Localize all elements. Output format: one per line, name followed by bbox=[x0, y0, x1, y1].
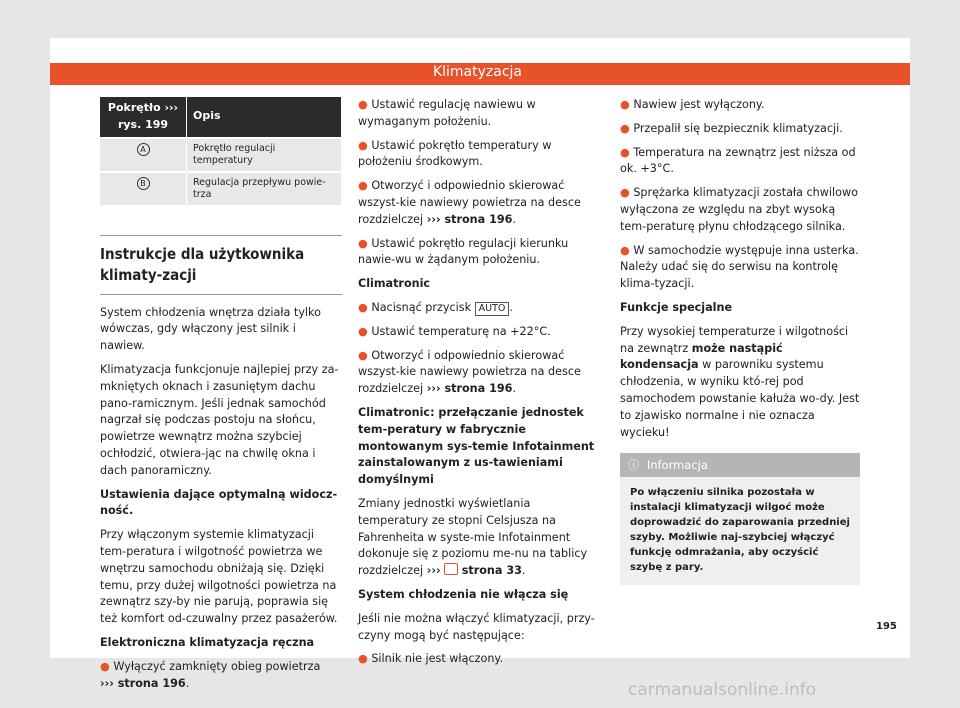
bullet-item: ● Silnik nie jest włączony. bbox=[358, 652, 504, 666]
bullet-icon: ● bbox=[358, 348, 368, 362]
controls-table bbox=[100, 97, 342, 205]
paragraph: Przy wysokiej temperaturze i wilgotności na zewnątrz może nastąpić kondensacja w parowniku systemu chłodzenia, w wyniku któ-rej pod samochodem powstanie kałuża wo-dy. Jest to zjawisko normalne i nie oznacza wycieku! bbox=[620, 324, 860, 439]
bullet-item: ● Nawiew jest wyłączony. bbox=[620, 98, 765, 111]
subheading: Funkcje specjalne bbox=[620, 300, 733, 314]
chapter-header bbox=[50, 63, 910, 85]
paragraph: Jeśli nie można włączyć klimatyzacji, przy-czyny mogą być następujące: bbox=[358, 611, 595, 642]
bullet-item: ● Sprężarka klimatyzacji została chwilowo wyłączona ze względu na zbyt wysoką tem-peraturę płynu chłodzącego silnika. bbox=[620, 186, 858, 233]
bullet-icon: ● bbox=[358, 652, 368, 666]
info-box bbox=[620, 453, 860, 585]
bullet-item: ● Ustawić pokrętło regulacji kierunku nawie-wu w żądanym położeniu. bbox=[358, 236, 569, 267]
bullet-item: ● Nacisnąć przycisk AUTO . bbox=[358, 300, 513, 314]
watermark: carmanualsonline.info bbox=[628, 680, 817, 700]
paragraph: System chłodzenia wnętrza działa tylko wówczas, gdy włączony jest silnik i nawiew. bbox=[100, 305, 321, 353]
bullet-icon: ● bbox=[620, 243, 630, 257]
bullet-item: ● Ustawić regulację nawiewu w wymaganym położeniu. bbox=[358, 98, 536, 128]
page-link[interactable]: ››› strona 196 bbox=[426, 212, 513, 226]
chapter-title: Klimatyzacja bbox=[432, 64, 522, 80]
column-3 bbox=[620, 97, 860, 585]
bullet-icon: ● bbox=[358, 98, 368, 111]
subheading: Ustawienia dające optymalną widocz-ność. bbox=[100, 487, 338, 518]
paragraph: Przy włączonym systemie klimatyzacji tem-peratura i wilgotność powietrza we wnętrzu samochodu obniżają się. Dzięki temu, przy dużej wilgotności powietrza na zewnątrz szy-by nie parują, poprawia się też komfort od-czuwalny przez pasażerów. bbox=[100, 528, 338, 626]
bullet-item: ● Temperatura na zewnątrz jest niższa od ok. +3°C. bbox=[620, 145, 856, 176]
section-heading: Instrukcje dla użytkownika klimaty-zacji bbox=[100, 235, 342, 295]
table-row bbox=[100, 172, 342, 205]
subheading: Elektroniczna klimatyzacja ręczna bbox=[100, 635, 315, 649]
bullet-icon: ● bbox=[358, 179, 368, 193]
paragraph: Klimatyzacja funkcjonuje najlepiej przy za-mkniętych oknach i zasuniętym dachu pano-ramicznym. Jeśli jednak samochód nagrzał się podczas postoju na słońcu, powietrze wewnątrz można szybciej ochłodzić, otwiera-jąc na chwilę okna i dach panoramiczny. bbox=[100, 362, 339, 477]
bullet-icon: ● bbox=[620, 98, 630, 111]
table-header-knob: Pokrętło ››› rys. 199 bbox=[100, 97, 187, 138]
bullet-icon: ● bbox=[358, 300, 368, 314]
bullet-icon: ● bbox=[100, 659, 110, 673]
column-2 bbox=[358, 97, 602, 675]
callout-a-icon: A bbox=[137, 143, 150, 156]
info-body: Po włączeniu silnika pozostała w instalacji klimatyzacji wilgoć może doprowadzić do zaparowania przedniej szyby. Możliwie naj-szybciej włączyć funkcję odmrażania, aby oczyścić szybę z pary. bbox=[630, 487, 850, 574]
subheading: Climatronic bbox=[358, 277, 431, 291]
book-icon bbox=[444, 563, 458, 575]
bullet-icon: ● bbox=[620, 121, 630, 135]
bullet-item: ● Ustawić pokrętło temperatury w położeniu środkowym. bbox=[358, 138, 552, 169]
table-cell-desc: Regulacja przepływu powie-trza bbox=[187, 172, 342, 205]
page-number: 195 bbox=[876, 621, 897, 632]
bullet-item: ● Ustawić temperaturę na +22°C. bbox=[358, 324, 551, 338]
bullet-item: ● Wyłączyć zamknięty obieg powietrza ››› strona 196. bbox=[100, 659, 321, 690]
subheading: System chłodzenia nie włącza się bbox=[358, 587, 569, 601]
table-row bbox=[100, 138, 342, 172]
page-link[interactable]: ››› strona 196 bbox=[426, 382, 513, 396]
bullet-icon: ● bbox=[358, 324, 368, 338]
bullet-icon: ● bbox=[358, 236, 368, 250]
page-link[interactable]: ››› strona 196 bbox=[100, 676, 186, 690]
bullet-item: ● W samochodzie występuje inna usterka. Należy udać się do serwisu na kontrolę klima-tyzacji. bbox=[620, 243, 859, 291]
table-cell-desc: Pokrętło regulacji temperatury bbox=[187, 138, 342, 172]
bullet-item: ● Otworzyć i odpowiednio skierować wszyst-kie nawiewy powietrza na desce rozdzielczej ››› strona 196. bbox=[358, 348, 581, 396]
page-link[interactable]: strona 33 bbox=[461, 564, 522, 578]
bullet-icon: ● bbox=[620, 145, 630, 159]
table-header-desc: Opis bbox=[187, 97, 342, 138]
auto-button-icon: AUTO bbox=[475, 302, 510, 316]
info-header: ⓘ Informacja bbox=[620, 453, 860, 477]
bullet-item: ● Przepalił się bezpiecznik klimatyzacji. bbox=[620, 121, 843, 135]
bullet-item: ● Otworzyć i odpowiednio skierować wszyst-kie nawiewy powietrza na desce rozdzielczej ››› strona 196. bbox=[358, 179, 581, 226]
subheading: Climatronic: przełączanie jednostek tem-peratury w fabrycznie montowanym sys-temie Infotainment zainstalowanym z us-tawieniami domyślnymi bbox=[358, 405, 595, 487]
paragraph: Zmiany jednostki wyświetlania temperatury ze stopni Celsjusza na Fahrenheita w syste-mie Infotainment dokonuje się z poziomu me-nu na tablicy rozdzielczej ››› strona 33. bbox=[358, 496, 588, 578]
bullet-icon: ● bbox=[358, 138, 368, 152]
column-1 bbox=[100, 97, 342, 699]
bullet-icon: ● bbox=[620, 186, 630, 200]
info-icon: ⓘ bbox=[628, 458, 640, 473]
callout-b-icon: B bbox=[137, 177, 150, 190]
